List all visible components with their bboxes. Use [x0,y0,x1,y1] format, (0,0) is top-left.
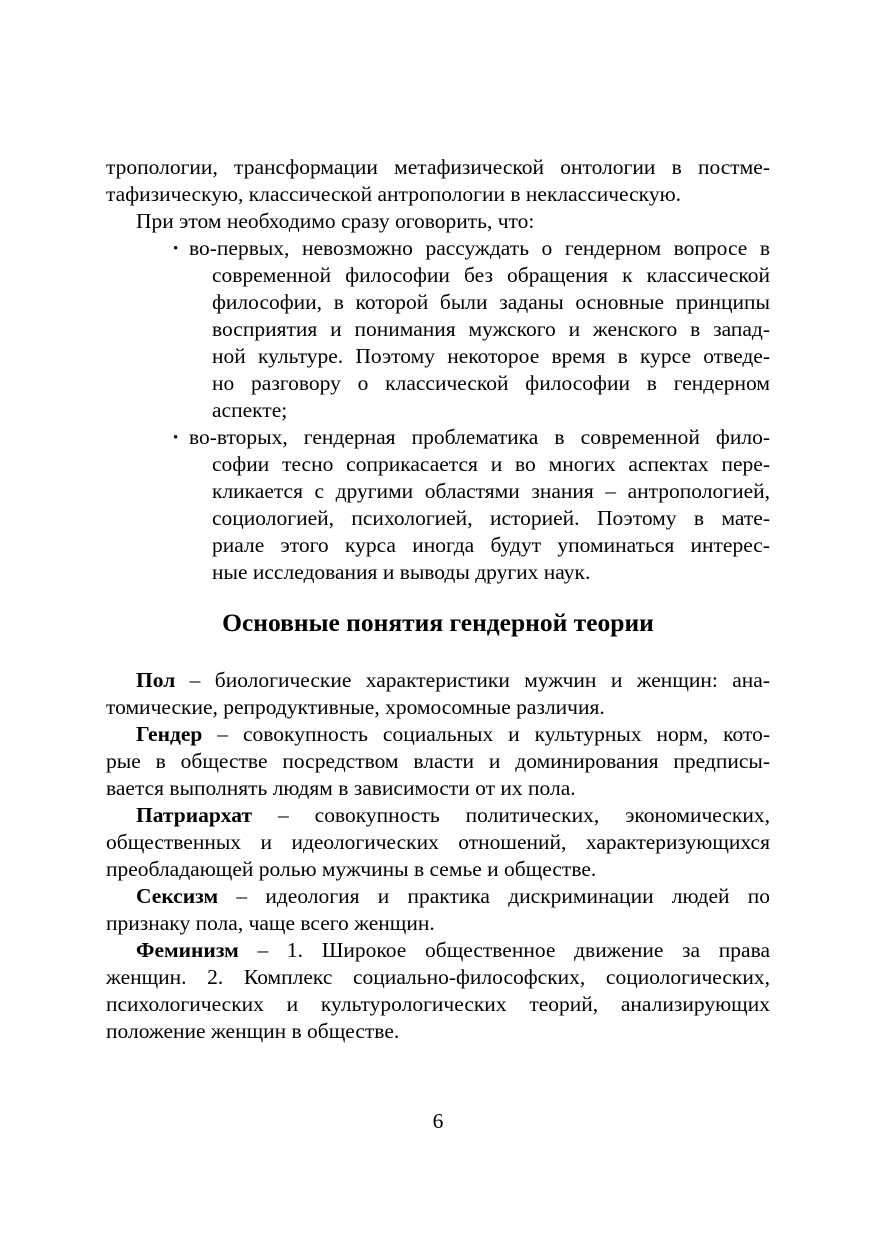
definition-gender-text: – совокупность социальных и культурных норм, кото- [202,722,770,746]
definition-feminism-line-1 [136,937,770,964]
definition-feminism-line-4: положение женщин в обществе. [106,1019,400,1043]
term-gender: Гендер [136,722,203,746]
definition-pol-line-1 [136,667,770,694]
definition-patriarchy-line-1 [136,802,770,829]
definition-pol-line-2: томические, репродуктивные, хромосомные различия. [106,695,605,719]
definition-gender-line-3: вается выполнять людям в зависимости от их пола. [106,776,576,800]
bullet-1-line-3: философии, в которой были заданы основные принципы [212,290,770,314]
page-number: 6 [432,1109,444,1133]
bullet-2-line-1: во-вторых, гендерная проблематика в современной фило- [189,425,770,449]
bullet-icon: • [173,430,179,446]
term-patriarchy: Патриархат [136,803,253,827]
bullet-1-line-6: но разговору о классической философии в гендерном [212,371,770,395]
section-heading: Основные понятия гендерной теории [222,608,654,637]
definition-sexism-text: – идеология и практика дискриминации людей по [218,884,770,908]
definition-patriarchy-text: – совокупность политических, экономических, [252,803,770,827]
definition-patriarchy-line-3: преобладающей ролью мужчины в семье и обществе. [106,857,597,881]
definition-feminism-line-3: психологических и культурологических теорий, анализирующих [106,992,770,1016]
intro-line-3: При этом необходимо сразу оговорить, что: [136,209,535,233]
definition-patriarchy-line-2: общественных и идеологических отношений, характеризующихся [106,830,770,854]
bullet-2-line-5: риале этого курса иногда будут упоминаться интерес- [212,533,770,557]
definition-feminism-text: – 1. Широкое общественное движение за права [238,938,770,962]
definition-feminism-line-2: женщин. 2. Комплекс социально-философских, социологических, [106,965,770,989]
bullet-2-line-4: социологией, психологией, историей. Поэтому в мате- [212,506,770,530]
bullet-1-line-7: аспекте; [212,398,288,422]
bullet-1-line-5: ной культуре. Поэтому некоторое время в курсе отведе- [212,344,770,368]
bullet-2-line-2: софии тесно соприкасается и во многих аспектах пере- [212,452,770,476]
definition-gender-line-1 [136,721,770,748]
intro-line-2: тафизическую, классической антропологии в неклассическую. [106,182,682,206]
bullet-icon: • [173,241,179,257]
term-feminism: Феминизм [136,938,239,962]
bullet-1-line-4: восприятия и понимания мужского и женского в запад- [212,317,770,341]
definition-sexism-line-2: признаку пола, чаще всего женщин. [106,911,435,935]
intro-line-1: тропологии, трансформации метафизической онтологии в постме- [106,155,770,179]
definition-sexism-line-1 [136,883,770,910]
bullet-2-line-3: кликается с другими областями знания – антропологией, [212,479,770,503]
bullet-1-line-2: современной философии без обращения к классической [212,263,770,287]
bullet-1-line-1: во-первых, невозможно рассуждать о гендерном вопросе в [189,236,770,260]
term-sexism: Сексизм [136,884,219,908]
definition-pol-text: – биологические характеристики мужчин и женщин: ана- [175,668,770,692]
bullet-2-line-6: ные исследования и выводы других наук. [212,560,591,584]
term-pol: Пол [136,668,176,692]
definition-gender-line-2: рые в обществе посредством власти и доминирования предписы- [106,749,770,773]
